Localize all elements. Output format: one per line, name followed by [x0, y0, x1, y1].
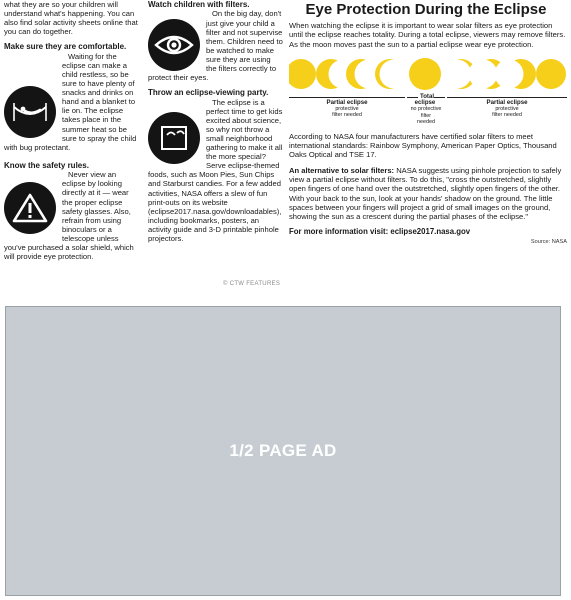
safety-body: Never view an eclipse by looking directly at it — wear the proper eclipse safety glasses. Also, refrain from using binoculars or a telescope unless you've purchased a solar shield, which will provide eye protection.	[4, 170, 134, 262]
partial-right-label: Partial eclipse	[486, 98, 528, 106]
party-body: The eclipse is a perfect time to get kids excited about science, so why not throw a small neighborhood gathering to make it all the more special? Serve eclipse-themed foods, such as Moon Pies, Sun Chips and Starburst candies. For a few added activities, NASA offers a slew of fun print-outs on its website (eclipse2017.nasa.gov/downloadables), including bookmarks, posters, an activity guide and 3-D printable pinhole projectors.	[148, 97, 283, 243]
partial-right-sub2: filter needed	[492, 112, 522, 119]
sun-phase-8	[495, 59, 537, 89]
comfort-body-wrap	[4, 52, 140, 152]
col1-intro: what they are so your children will understand what's happening. You can also find solar activity sheets online that you can do together.	[4, 0, 138, 37]
eclipse-phase-diagram	[289, 54, 567, 94]
sun-total	[409, 58, 441, 90]
filters-heading: Watch children with filters.	[148, 0, 250, 9]
safety-section	[4, 161, 140, 261]
eye-icon	[148, 19, 200, 71]
eclipse-intro: When watching the eclipse it is important to wear solar filters as eye protection until the eclipse reaches totality. During a total eclipse, viewers may remove filters. As the moon moves past the sun to a partial eclipse wear eye protection.	[289, 21, 566, 49]
total-sub3: needed	[417, 118, 435, 125]
manufacturers-paragraph: According to NASA four manufacturers have certified solar filters to meet international standards: Rainbow Symphony, American Paper Optics, Thousand Oaks Optical and TSE 17.	[289, 131, 557, 160]
sun-phase-1	[289, 59, 316, 89]
filters-body-wrap	[148, 9, 283, 82]
column-1	[4, 0, 140, 261]
partial-left-sub1: protective	[335, 106, 359, 113]
hammock-icon	[4, 86, 56, 138]
column-2	[148, 0, 283, 243]
partial-left-bracket	[289, 94, 405, 119]
half-page-ad	[5, 306, 561, 596]
eclipse-phase-labels	[289, 94, 567, 126]
alternative-body: NASA suggests using pinhole projection to safely view a partial eclipse without filters. To do this, "cross the outstretched, slightly open fingers of one hand over the outstretched, slightly open fingers of the other. With your back to the sun, look at your hands' shadow on the ground. The little spaces between your fingers will project a grid of small images on the ground, showing the sun as a crescent during the partial phases of the eclipse."	[289, 165, 562, 222]
partial-right-sub1: protective	[495, 106, 519, 113]
more-info-link[interactable]: For more information visit: eclipse2017.nasa.gov	[289, 226, 471, 236]
sun-disc-1	[289, 59, 316, 89]
total-bracket	[407, 94, 445, 125]
filters-section	[148, 0, 283, 82]
alternative-paragraph	[289, 166, 567, 222]
safety-heading: Know the safety rules.	[4, 160, 89, 170]
photo-credit: © CTW FEATURES	[223, 281, 281, 287]
total-sub1: no protective	[410, 106, 442, 113]
total-label: Total eclipse	[414, 92, 436, 107]
sun-glasses-icon	[148, 112, 200, 164]
comfort-body: Waiting for the eclipse can make a child restless, so be sure to have plenty of snacks and drinks on hand and a blanket to lie on. The eclipse takes place in the summer heat so be sure to spray the child with bug protectant.	[4, 51, 137, 152]
partial-right-bracket	[447, 94, 567, 119]
party-section	[148, 88, 283, 243]
partial-left-sub2: filter needed	[332, 112, 362, 119]
sun-phase-4	[375, 59, 409, 89]
sun-phase-9	[536, 59, 566, 89]
total-sub2: filter	[420, 112, 432, 119]
filters-body: On the big day, don't just give your child a filter and not supervise them. Children need to be watched to make sure they are using the filters correctly to protect their eyes.	[148, 9, 283, 83]
comfort-section	[4, 42, 140, 151]
warning-icon	[4, 182, 56, 234]
party-body-wrap	[148, 98, 283, 244]
alternative-lead: An alternative to solar filters:	[289, 165, 395, 175]
article-title: Eye Protection During the Eclipse	[305, 1, 547, 18]
partial-left-label: Partial eclipse	[326, 98, 368, 106]
column-3	[289, 0, 567, 247]
safety-body-wrap	[4, 170, 140, 261]
ad-label: 1/2 PAGE AD	[229, 441, 337, 460]
party-heading: Throw an eclipse-viewing party.	[148, 88, 269, 98]
comfort-heading: Make sure they are comfortable.	[4, 42, 127, 52]
source-note: Source: NASA	[530, 238, 567, 245]
